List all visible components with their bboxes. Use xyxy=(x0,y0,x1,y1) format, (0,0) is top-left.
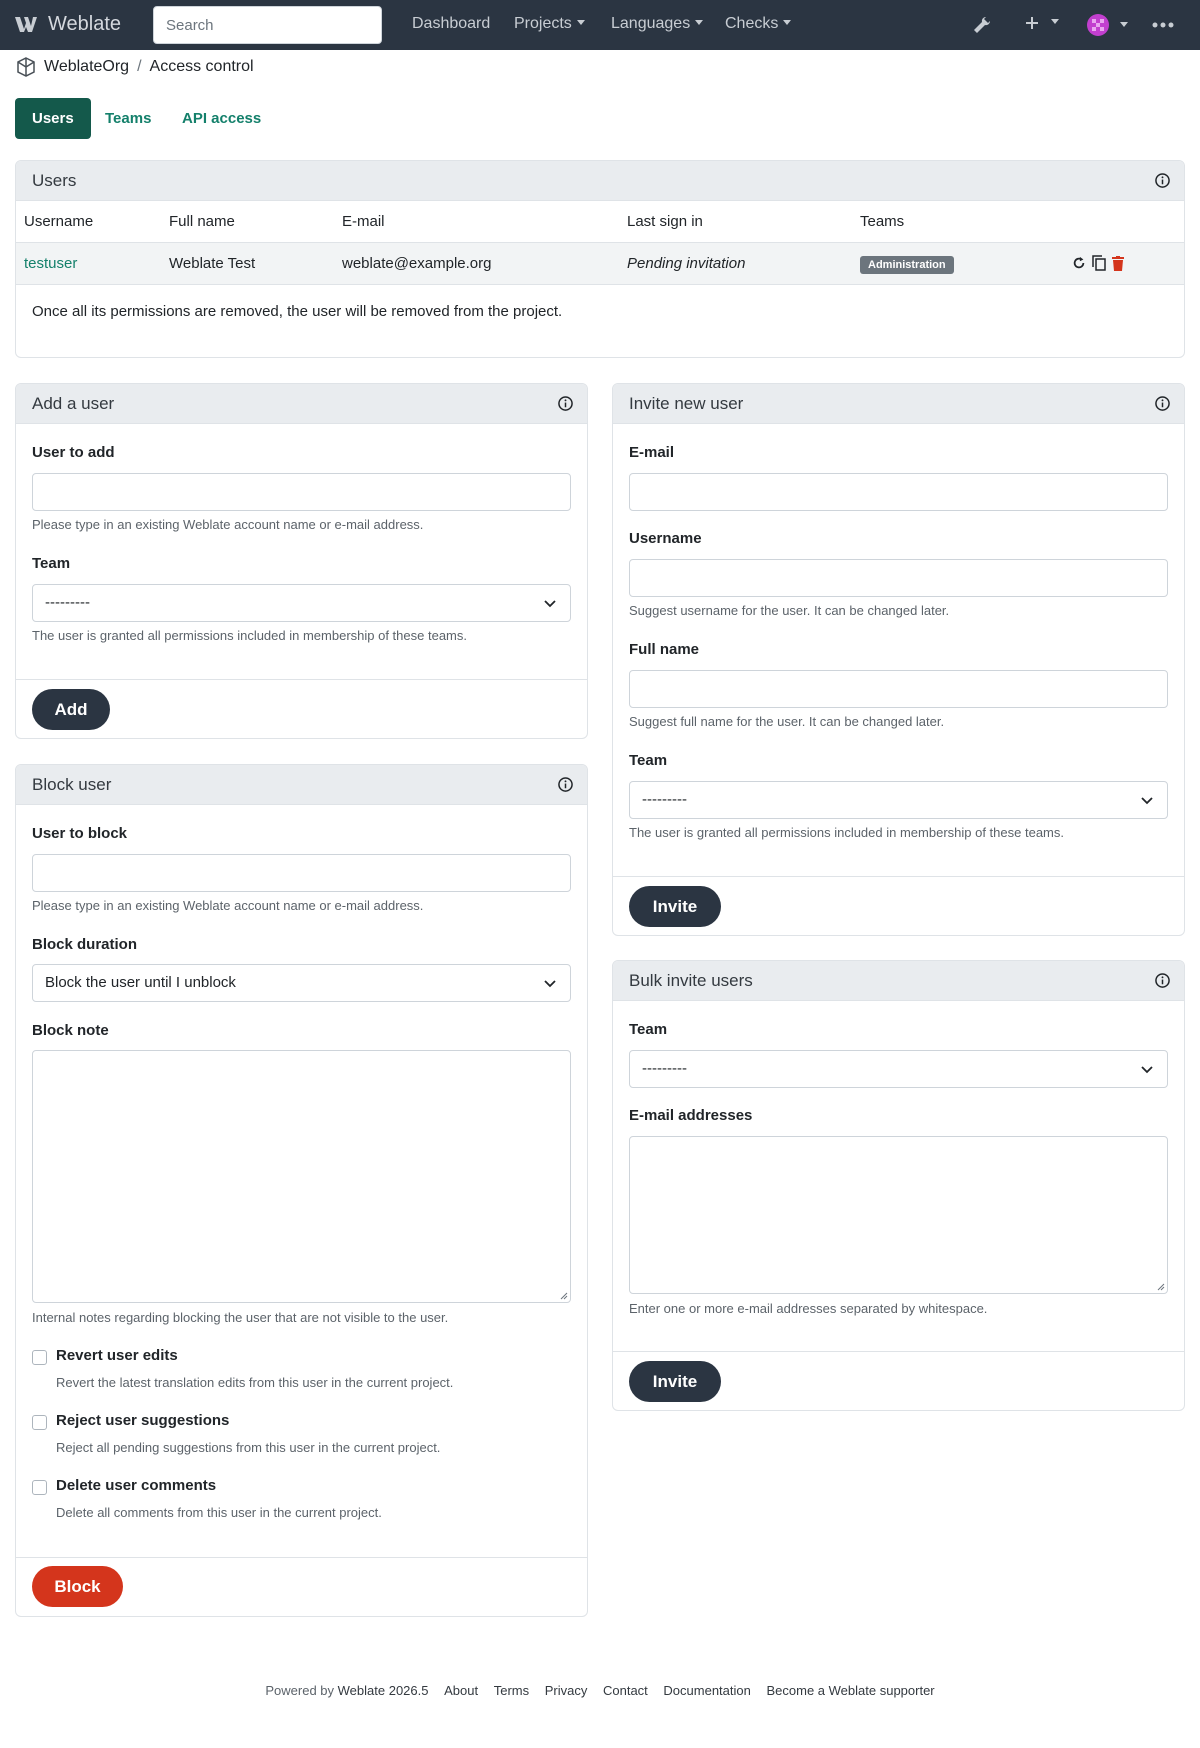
user-to-add-help: Please type in an existing Weblate account name or e-mail address. xyxy=(32,517,424,532)
breadcrumb-org[interactable]: WeblateOrg xyxy=(44,58,130,75)
last-sign-in-cell: Pending invitation xyxy=(619,242,852,284)
delete-comments-label[interactable]: Delete user comments xyxy=(56,1477,217,1494)
username-link[interactable]: testuser xyxy=(24,254,78,272)
info-icon[interactable] xyxy=(558,777,573,792)
table-header-row xyxy=(16,201,1184,242)
invite-team-select[interactable] xyxy=(629,781,1168,819)
tab-api-access[interactable]: API access xyxy=(182,110,262,127)
block-note-textarea[interactable] xyxy=(32,1050,571,1303)
user-menu[interactable] xyxy=(1087,14,1125,36)
breadcrumb-page[interactable]: Access control xyxy=(149,58,254,75)
powered-by-text xyxy=(265,1683,428,1698)
block-duration-select[interactable] xyxy=(32,964,571,1002)
revert-edits-checkbox[interactable] xyxy=(32,1350,47,1365)
team-badge[interactable]: Administration xyxy=(860,256,954,274)
page-footer xyxy=(0,1683,1200,1698)
brand-name: Weblate xyxy=(48,12,122,35)
footer-link-contact[interactable]: Contact xyxy=(602,1683,648,1698)
block-duration-label: Block duration xyxy=(32,936,138,953)
column-username: Username xyxy=(16,201,161,242)
delete-icon[interactable] xyxy=(1112,256,1124,271)
bulk-emails-help: Enter one or more e-mail addresses separated by whitespace. xyxy=(629,1301,988,1316)
users-card-title: Users xyxy=(32,171,77,190)
column-email: E-mail xyxy=(334,201,619,242)
user-to-add-input[interactable] xyxy=(32,473,571,511)
block-user-footer xyxy=(16,1557,587,1558)
invite-fullname-input[interactable] xyxy=(629,670,1168,708)
user-to-block-input[interactable] xyxy=(32,854,571,892)
weblate-logo-icon xyxy=(12,10,40,38)
bulk-invite-button[interactable]: Invite xyxy=(629,1361,721,1402)
add-user-card xyxy=(15,383,588,739)
nav-checks[interactable] xyxy=(725,15,791,33)
block-duration-value: Block the user until I unblock xyxy=(45,974,236,991)
nav-checks-label: Checks xyxy=(725,15,779,32)
block-user-card xyxy=(15,764,588,1617)
top-navbar xyxy=(0,0,1200,50)
copy-icon[interactable] xyxy=(1092,255,1106,271)
add-team-select[interactable] xyxy=(32,584,571,622)
block-button[interactable]: Block xyxy=(32,1566,123,1607)
tab-teams[interactable]: Teams xyxy=(105,110,152,127)
search-input[interactable] xyxy=(153,6,382,44)
breadcrumb-separator: / xyxy=(137,58,142,75)
chevron-down-icon xyxy=(544,977,556,989)
bulk-team-value: --------- xyxy=(642,1060,687,1077)
chevron-down-icon xyxy=(1141,794,1153,806)
block-note-label: Block note xyxy=(32,1022,109,1039)
invite-user-title: Invite new user xyxy=(629,394,744,413)
invite-user-card xyxy=(612,383,1185,936)
email-cell: weblate@example.org xyxy=(334,242,619,284)
reject-suggestions-checkbox[interactable] xyxy=(32,1415,47,1430)
brand[interactable] xyxy=(12,10,121,38)
invite-user-header xyxy=(613,384,1184,424)
footer-link-documentation[interactable]: Documentation xyxy=(663,1683,751,1698)
table-row xyxy=(16,242,1184,284)
invite-email-label: E-mail xyxy=(629,444,675,461)
invite-fullname-help: Suggest full name for the user. It can be changed later. xyxy=(629,714,945,729)
invite-email-input[interactable] xyxy=(629,473,1168,511)
invite-fullname-label: Full name xyxy=(629,641,700,658)
users-card-header xyxy=(16,161,1184,201)
bulk-invite-header xyxy=(613,961,1184,1001)
user-to-add-label: User to add xyxy=(32,444,115,461)
bulk-invite-footer xyxy=(613,1351,1184,1352)
info-icon[interactable] xyxy=(558,396,573,411)
invite-team-label: Team xyxy=(629,752,668,769)
footer-link-supporter[interactable]: Become a Weblate supporter xyxy=(766,1683,935,1698)
more-icon[interactable] xyxy=(1152,22,1174,28)
add-team-value: --------- xyxy=(45,594,90,611)
invite-team-value: --------- xyxy=(642,791,687,808)
user-to-block-label: User to block xyxy=(32,825,128,842)
footer-link-about[interactable]: About xyxy=(444,1683,479,1698)
organization-icon xyxy=(16,57,36,77)
delete-comments-help: Delete all comments from this user in the current project. xyxy=(56,1505,382,1520)
info-icon[interactable] xyxy=(1155,173,1170,188)
invite-team-help: The user is granted all permissions included in membership of these teams. xyxy=(629,825,1064,840)
add-user-footer xyxy=(16,679,587,680)
column-last-sign-in: Last sign in xyxy=(619,201,852,242)
revert-edits-help: Revert the latest translation edits from this user in the current project. xyxy=(56,1375,454,1390)
invite-username-help: Suggest username for the user. It can be changed later. xyxy=(629,603,950,618)
nav-projects[interactable] xyxy=(514,15,585,33)
invite-button[interactable]: Invite xyxy=(629,886,721,927)
reject-suggestions-label[interactable]: Reject user suggestions xyxy=(56,1412,230,1429)
full-name-cell: Weblate Test xyxy=(161,242,334,284)
reject-suggestions-help: Reject all pending suggestions from this user in the current project. xyxy=(56,1440,441,1455)
footer-link-privacy[interactable]: Privacy xyxy=(544,1683,588,1698)
resend-icon[interactable] xyxy=(1072,256,1086,270)
chevron-down-icon xyxy=(1115,17,1125,34)
resize-handle-icon[interactable] xyxy=(1157,1283,1165,1291)
nav-dashboard[interactable]: Dashboard xyxy=(412,15,491,32)
bulk-team-label: Team xyxy=(629,1021,668,1038)
row-actions xyxy=(1060,255,1176,271)
resize-handle-icon[interactable] xyxy=(560,1292,568,1300)
invite-username-input[interactable] xyxy=(629,559,1168,597)
powered-by-label: Powered by xyxy=(265,1683,335,1698)
column-teams: Teams xyxy=(852,201,1052,242)
column-actions xyxy=(1052,201,1184,242)
add-user-header xyxy=(16,384,587,424)
removal-note: Once all its permissions are removed, the user will be removed from the project. xyxy=(32,302,563,320)
chevron-down-icon xyxy=(544,597,556,609)
add-menu[interactable] xyxy=(1024,14,1056,31)
avatar xyxy=(1087,14,1109,36)
footer-link-terms[interactable]: Terms xyxy=(493,1683,530,1698)
bulk-emails-textarea[interactable] xyxy=(629,1136,1168,1294)
info-icon[interactable] xyxy=(1155,973,1170,988)
users-table xyxy=(16,201,1184,285)
block-user-title: Block user xyxy=(32,775,112,794)
bulk-invite-card xyxy=(612,960,1185,1411)
column-full-name: Full name xyxy=(161,201,334,242)
block-user-header xyxy=(16,765,587,805)
info-icon[interactable] xyxy=(1155,396,1170,411)
nav-languages[interactable] xyxy=(611,15,703,33)
wrench-icon[interactable] xyxy=(972,15,992,35)
nav-languages-label: Languages xyxy=(611,15,691,32)
breadcrumb xyxy=(16,57,254,77)
add-team-help: The user is granted all permissions included in membership of these teams. xyxy=(32,628,467,643)
invite-user-footer xyxy=(613,876,1184,877)
revert-edits-label[interactable]: Revert user edits xyxy=(56,1347,178,1364)
add-user-title: Add a user xyxy=(32,394,115,413)
plus-icon xyxy=(1024,15,1040,31)
invite-username-label: Username xyxy=(629,530,702,547)
bulk-emails-label: E-mail addresses xyxy=(629,1107,753,1124)
tab-users[interactable]: Users xyxy=(15,98,91,139)
nav-projects-label: Projects xyxy=(514,15,572,32)
chevron-down-icon xyxy=(1141,1063,1153,1075)
user-to-block-help: Please type in an existing Weblate account name or e-mail address. xyxy=(32,898,424,913)
delete-comments-checkbox[interactable] xyxy=(32,1480,47,1495)
users-card xyxy=(15,160,1185,358)
add-team-label: Team xyxy=(32,555,71,572)
bulk-invite-title: Bulk invite users xyxy=(629,971,753,990)
bulk-team-select[interactable] xyxy=(629,1050,1168,1088)
add-button[interactable]: Add xyxy=(32,689,110,730)
weblate-version-link[interactable]: Weblate 2026.5 xyxy=(337,1683,429,1698)
chevron-down-icon xyxy=(1046,14,1056,31)
block-note-help: Internal notes regarding blocking the user that are not visible to the user. xyxy=(32,1310,449,1325)
